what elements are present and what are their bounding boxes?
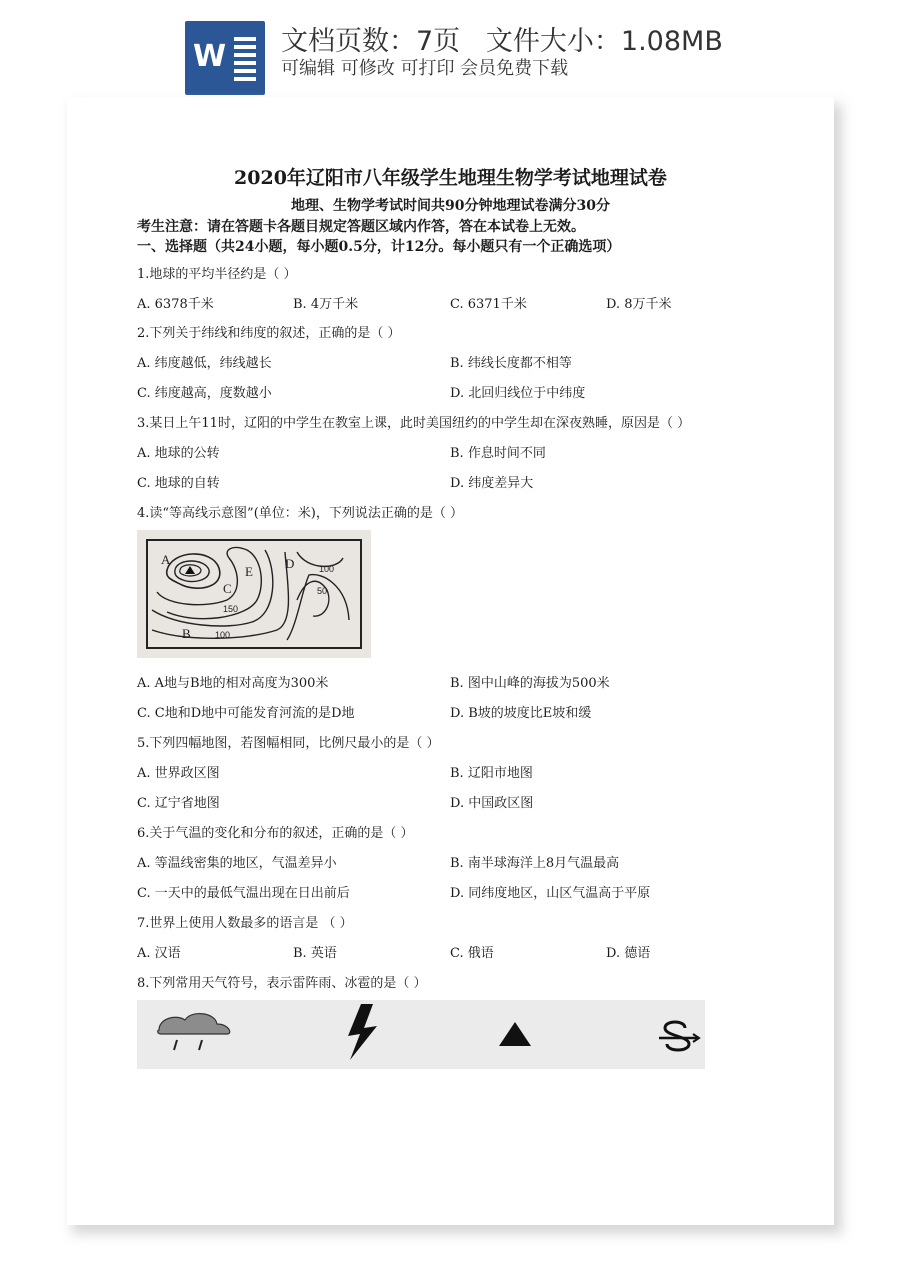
question-4: 4.读“等高线示意图”(单位：米)，下列说法正确的是（ ）: [137, 506, 463, 521]
question-2-option-d: D. 北回归线位于中纬度: [450, 386, 586, 401]
question-7-option-c: C. 俄语: [450, 946, 494, 961]
hail-triangle-icon: [499, 1022, 531, 1046]
contour-value-100-right: 100: [319, 564, 335, 574]
question-4-option-d: D. B坡的坡度比E坡和缓: [450, 706, 592, 721]
question-2: 2.下列关于纬线和纬度的叙述，正确的是（ ）: [137, 326, 401, 341]
question-3-option-c: C. 地球的自转: [137, 476, 220, 491]
question-2-option-b: B. 纬线长度都不相等: [450, 356, 572, 371]
peak-triangle-icon: [185, 566, 195, 574]
contour-value-50: 50: [317, 586, 328, 596]
document-banner: [0, 0, 900, 100]
lightning-icon: [348, 1004, 377, 1060]
question-1-option-d: D. 8万千米: [606, 297, 672, 312]
question-1-option-b: B. 4万千米: [293, 297, 359, 312]
question-6-option-c: C. 一天中的最低气温出现在日出前后: [137, 886, 350, 901]
word-logo-letter: W: [193, 39, 227, 74]
document-features: 可编辑 可修改 可打印 会员免费下载: [281, 58, 569, 79]
word-icon: [185, 21, 265, 95]
question-2-option-a: A. 纬度越低，纬线越长: [137, 356, 272, 371]
question-7-option-b: B. 英语: [293, 946, 337, 961]
wind-s-icon: [659, 1022, 699, 1050]
question-3-option-b: B. 作息时间不同: [450, 446, 546, 461]
contour-map: [137, 530, 371, 658]
question-6: 6.关于气温的变化和分布的叙述，正确的是（ ）: [137, 826, 414, 841]
document-page: [67, 97, 834, 1225]
exam-notice: 考生注意：请在答题卡各题目规定答题区域内作答，答在本试卷上无效。: [137, 219, 585, 235]
exam-title: 2020年辽阳市八年级学生地理生物学考试地理试卷: [234, 167, 667, 189]
document-info: 文档页数：7页 文件大小：1.08MB: [281, 26, 723, 57]
contour-label-c: C: [223, 581, 232, 596]
question-4-option-b: B. 图中山峰的海拔为500米: [450, 676, 610, 691]
question-6-option-b: B. 南半球海洋上8月气温最高: [450, 856, 620, 871]
question-4-option-a: A. A地与B地的相对高度为300米: [137, 676, 329, 691]
question-8: 8.下列常用天气符号，表示雷阵雨、冰雹的是（ ）: [137, 976, 427, 991]
weather-symbols-figure: [137, 1000, 705, 1069]
question-6-option-a: A. 等温线密集的地区，气温差异小: [137, 856, 337, 871]
contour-label-b: B: [182, 626, 191, 641]
contour-label-a: A: [161, 552, 171, 567]
question-4-option-c: C. C地和D地中可能发育河流的是D地: [137, 706, 355, 721]
contour-value-150: 150: [223, 604, 239, 614]
question-5-option-d: D. 中国政区图: [450, 796, 534, 811]
question-7-option-a: A. 汉语: [137, 946, 181, 961]
question-3-option-a: A. 地球的公转: [137, 446, 220, 461]
exam-subtitle: 地理、生物学考试时间共90分钟地理试卷满分30分: [291, 198, 610, 214]
question-1: 1.地球的平均半径约是（ ）: [137, 267, 297, 282]
question-2-option-c: C. 纬度越高，度数越小: [137, 386, 272, 401]
question-5: 5.下列四幅地图，若图幅相同，比例尺最小的是（ ）: [137, 736, 440, 751]
section-heading: 一、选择题（共24小题，每小题0.5分，计12分。每小题只有一个正确选项）: [137, 239, 621, 255]
question-6-option-d: D. 同纬度地区，山区气温高于平原: [450, 886, 651, 901]
contour-label-d: D: [285, 556, 295, 571]
question-5-option-c: C. 辽宁省地图: [137, 796, 220, 811]
contour-value-100-bottom: 100: [215, 630, 231, 640]
weather-symbols: [137, 1000, 705, 1069]
question-1-option-a: A. 6378千米: [137, 297, 214, 312]
contour-map-figure: [137, 530, 371, 658]
question-5-option-a: A. 世界政区图: [137, 766, 220, 781]
question-1-option-c: C. 6371千米: [450, 297, 527, 312]
contour-label-e: E: [245, 564, 253, 579]
question-5-option-b: B. 辽阳市地图: [450, 766, 533, 781]
rain-cloud-icon: [158, 1014, 230, 1050]
question-3-option-d: D. 纬度差异大: [450, 476, 534, 491]
question-7: 7.世界上使用人数最多的语言是 （ ）: [137, 916, 353, 931]
word-logo-lines: [234, 37, 256, 85]
question-3: 3.某日上午11时，辽阳的中学生在教室上课，此时美国纽约的中学生却在深夜熟睡，原因是（ ）: [137, 416, 691, 431]
question-7-option-d: D. 德语: [606, 946, 651, 961]
